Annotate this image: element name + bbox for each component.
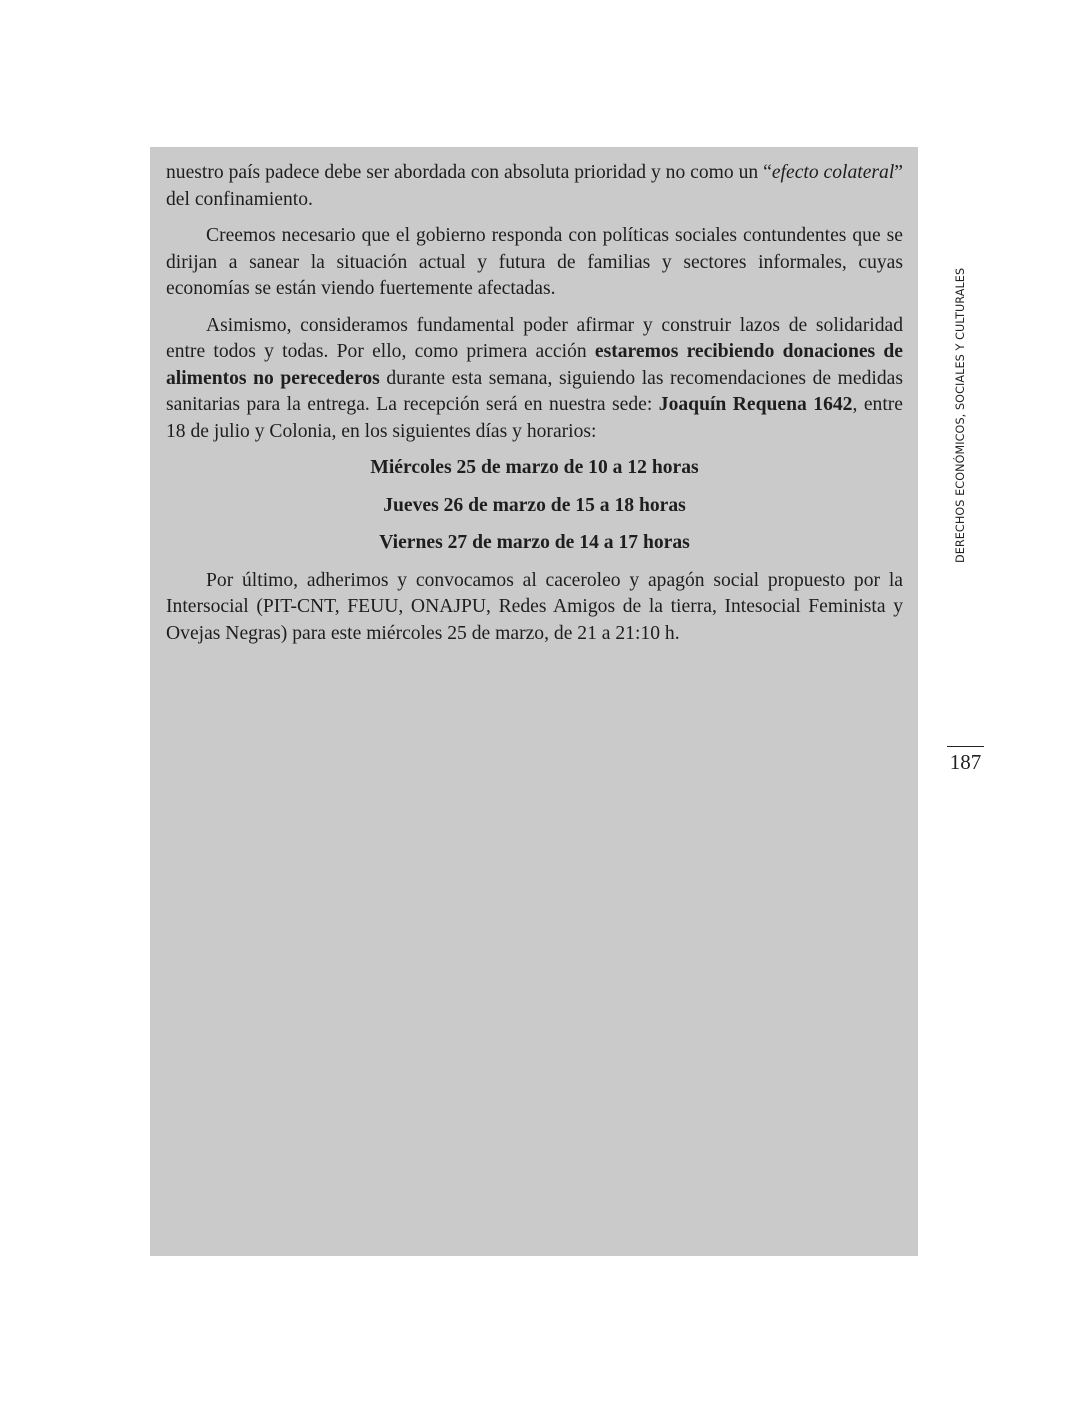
paragraph-3-text: Asimismo, consideramos fundamental poder afirmar y construir lazos de solidaridad entre todos y todas. Por ello, como primera acción (166, 314, 903, 362)
page-number: 187 (949, 750, 982, 774)
paragraph-4: Por último, adherimos y convocamos al caceroleo y apagón social propuesto por la Intersocial (PIT-CNT, FEUU, ONAJPU, Redes Amigos de la tierra, Intesocial Feminista y Ovejas Negras) para este miércoles 25 de marzo, de 21 a 21:10 h. (166, 569, 903, 644)
paragraph-1-emphasis: efecto colateral (771, 162, 895, 183)
schedule-line-2: Jueves 26 de marzo de 15 a 18 horas (383, 494, 686, 516)
running-title: DERECHOS ECONÓMICOS, SOCIALES Y CULTURALES (954, 267, 967, 563)
paragraph-2: Creemos necesario que el gobierno responda con políticas sociales contundentes que se dirijan a sanear la situación actual y futura de familias y sectores informales, cuyas economías se están viendo fuertemente afectadas. (166, 225, 903, 299)
paragraph-3-bold-donations: estaremos recibiendo donaciones de alimentos no perecederos (166, 341, 903, 389)
paragraph-3-text-end: , entre 18 de julio y Colonia, en los siguientes días y horarios: (166, 394, 903, 442)
paragraph-3 (166, 313, 903, 446)
page-number-rule (947, 746, 984, 747)
schedule-line-3: Viernes 27 de marzo de 14 a 17 horas (379, 532, 690, 553)
paragraph-1 (166, 160, 903, 213)
body-text (166, 160, 903, 657)
paragraph-1-text-end: ” del confinamiento. (166, 162, 903, 210)
paragraph-3-text-mid: durante esta semana, siguiendo las recomendaciones de medidas sanitarias para la entrega. La recepción será en nuestra sede: (166, 367, 903, 415)
paragraph-1-text: nuestro país padece debe ser abordada con absoluta prioridad y no como un “ (166, 162, 772, 183)
paragraph-3-bold-address: Joaquín Requena 1642 (658, 394, 853, 415)
schedule-line-1: Miércoles 25 de marzo de 10 a 12 horas (370, 457, 699, 478)
